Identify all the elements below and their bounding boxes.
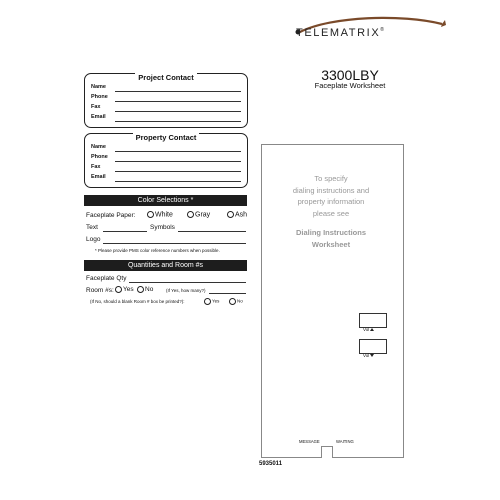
- room-numbers-label: Room #s:: [86, 287, 114, 294]
- pms-note: * Please provide PMS color reference numbers when possible.: [95, 248, 220, 253]
- arrow-up-icon: [370, 328, 374, 331]
- email-field[interactable]: Email: [91, 174, 241, 183]
- name-field[interactable]: Name: [91, 144, 241, 153]
- radio-circle-icon: [204, 298, 211, 305]
- message-label: MESSAGE: [299, 439, 320, 444]
- fax-field[interactable]: Fax: [91, 164, 241, 173]
- volume-down-label: Vol: [363, 353, 374, 358]
- blank-room-question: (If No, should a blank Room # box be printed?):: [90, 299, 185, 304]
- phone-field[interactable]: Phone: [91, 94, 241, 103]
- email-field[interactable]: Email: [91, 114, 241, 123]
- how-many-label: (If Yes, how many?): [166, 288, 206, 293]
- symbols-color-field[interactable]: [178, 231, 246, 232]
- radio-circle-icon: [137, 286, 144, 293]
- dialing-instructions-reference: Dialing Instructions Worksheet: [295, 228, 366, 249]
- how-many-field[interactable]: [209, 293, 246, 294]
- text-color-field[interactable]: [103, 231, 147, 232]
- gray-radio[interactable]: Gray: [187, 211, 210, 218]
- radio-circle-icon: [187, 211, 194, 218]
- phone-field[interactable]: Phone: [91, 154, 241, 163]
- radio-circle-icon: [115, 286, 122, 293]
- part-number: 5935011: [259, 461, 283, 467]
- fax-field[interactable]: Fax: [91, 104, 241, 113]
- logo-color-label: Logo: [86, 236, 101, 243]
- volume-up-label: Vol: [363, 327, 374, 332]
- faceplate-qty-field[interactable]: [129, 282, 246, 283]
- ash-radio[interactable]: Ash: [227, 211, 247, 218]
- radio-circle-icon: [229, 298, 236, 305]
- faceplate-qty-label: Faceplate Qty: [86, 275, 127, 282]
- volume-up-button[interactable]: [359, 313, 387, 328]
- project-contact-box: [84, 73, 248, 128]
- arrow-down-icon: [370, 354, 374, 357]
- room-no-radio[interactable]: No: [137, 286, 153, 293]
- telematrix-logo-text: TELEMATRIX®: [296, 27, 386, 39]
- blank-no-radio[interactable]: No: [229, 298, 243, 305]
- color-selections-header: Color Selections *: [84, 195, 247, 206]
- property-contact-title: Property Contact: [133, 133, 200, 142]
- white-radio[interactable]: White: [147, 211, 173, 218]
- quantities-header: Quantities and Room #s: [84, 260, 247, 271]
- waiting-label: WAITING: [336, 439, 354, 444]
- message-waiting-indicator: [321, 446, 333, 458]
- worksheet-title: Faceplate Worksheet: [314, 81, 386, 90]
- volume-down-button[interactable]: [359, 339, 387, 354]
- property-contact-box: [84, 133, 248, 188]
- logo-color-field[interactable]: [103, 243, 246, 244]
- name-field[interactable]: Name: [91, 84, 241, 93]
- faceplate-instructions: To specify dialing instructions and property information please see: [292, 174, 370, 218]
- room-yes-radio[interactable]: Yes: [115, 286, 134, 293]
- text-color-label: Text: [86, 224, 98, 231]
- model-number: 3300LBY: [321, 67, 379, 83]
- project-contact-title: Project Contact: [135, 73, 196, 82]
- radio-circle-icon: [147, 211, 154, 218]
- symbols-color-label: Symbols: [150, 224, 175, 231]
- blank-yes-radio[interactable]: Yes: [204, 298, 219, 305]
- radio-circle-icon: [227, 211, 234, 218]
- faceplate-paper-label: Faceplate Paper:: [86, 212, 136, 219]
